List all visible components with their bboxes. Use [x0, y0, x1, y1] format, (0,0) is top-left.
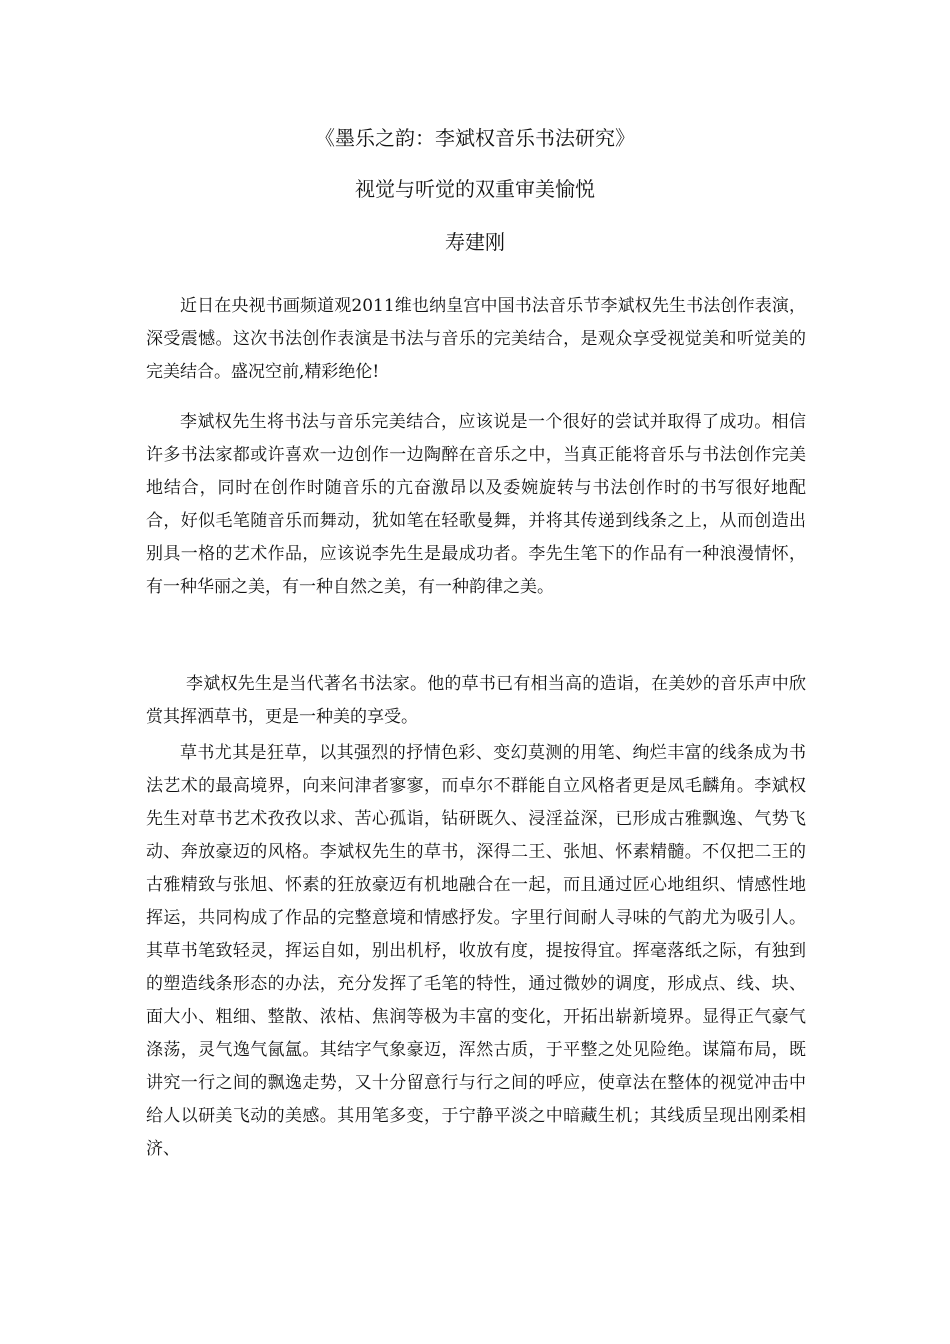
paragraph-4: 草书尤其是狂草，以其强烈的抒情色彩、变幻莫测的用笔、绚烂丰富的线条成为书法艺术的最高境界，向来问津者寥寥，而卓尔不群能自立风格者更是凤毛麟角。李斌权先生对草书艺术孜孜以求、苦心孤诣，钻研既久、浸淫益深，已形成古雅飘逸、气势飞动、奔放豪迈的风格。李斌权先生的草书，深得二王、张旭、怀素精髓。不仅把二王的古雅精致与张旭、怀素的狂放豪迈有机地融合在一起，而且通过匠心地组织、情感性地挥运，共同构成了作品的完整意境和情感抒发。字里行间耐人寻味的气韵尤为吸引人。其草书笔致轻灵，挥运自如，别出机杼，收放有度，提按得宜。挥毫落纸之际，有独到的塑造线条形态的办法，充分发挥了毛笔的特性，通过微妙的调度，形成点、线、块、面大小、粗细、整散、浓枯、焦润等极为丰富的变化，开拓出崭新境界。显得正气豪气涤荡，灵气逸气氤氲。其结字气象豪迈，浑然古质，于平整之处见险绝。谋篇布局，既讲究一行之间的飘逸走势，又十分留意行与行之间的呼应，使章法在整体的视觉冲击中给人以研美飞动的美感。其用笔多变，于宁静平淡之中暗藏生机；其线质呈现出刚柔相济、 [146, 743, 806, 1159]
paragraph-3: 李斌权先生是当代著名书法家。他的草书已有相当高的造诣，在美妙的音乐声中欣赏其挥洒草书，更是一种美的享受。 [146, 674, 806, 727]
document-author: 寿建刚 [445, 230, 505, 254]
document-subtitle: 视觉与听觉的双重审美愉悦 [355, 177, 595, 201]
document-title: 《墨乐之韵：李斌权音乐书法研究》 [315, 126, 635, 150]
paragraph-2: 李斌权先生将书法与音乐完美结合，应该说是一个很好的尝试并取得了成功。相信许多书法家都或许喜欢一边创作一边陶醉在音乐之中，当真正能将音乐与书法创作完美地结合，同时在创作时随音乐的亢奋激昂以及委婉旋转与书法创作时的书写很好地配合，好似毛笔随音乐而舞动，犹如笔在轻歌曼舞，并将其传递到线条之上，从而创造出别具一格的艺术作品，应该说李先生是最成功者。李先生笔下的作品有一种浪漫情怀，有一种华丽之美，有一种自然之美，有一种韵律之美。 [146, 412, 806, 597]
paragraph-1: 近日在央视书画频道观2011维也纳皇宫中国书法音乐节李斌权先生书法创作表演，深受震憾。这次书法创作表演是书法与音乐的完美结合，是观众享受视觉美和听觉美的完美结合。盛况空前,精彩绝伦! [146, 296, 806, 382]
